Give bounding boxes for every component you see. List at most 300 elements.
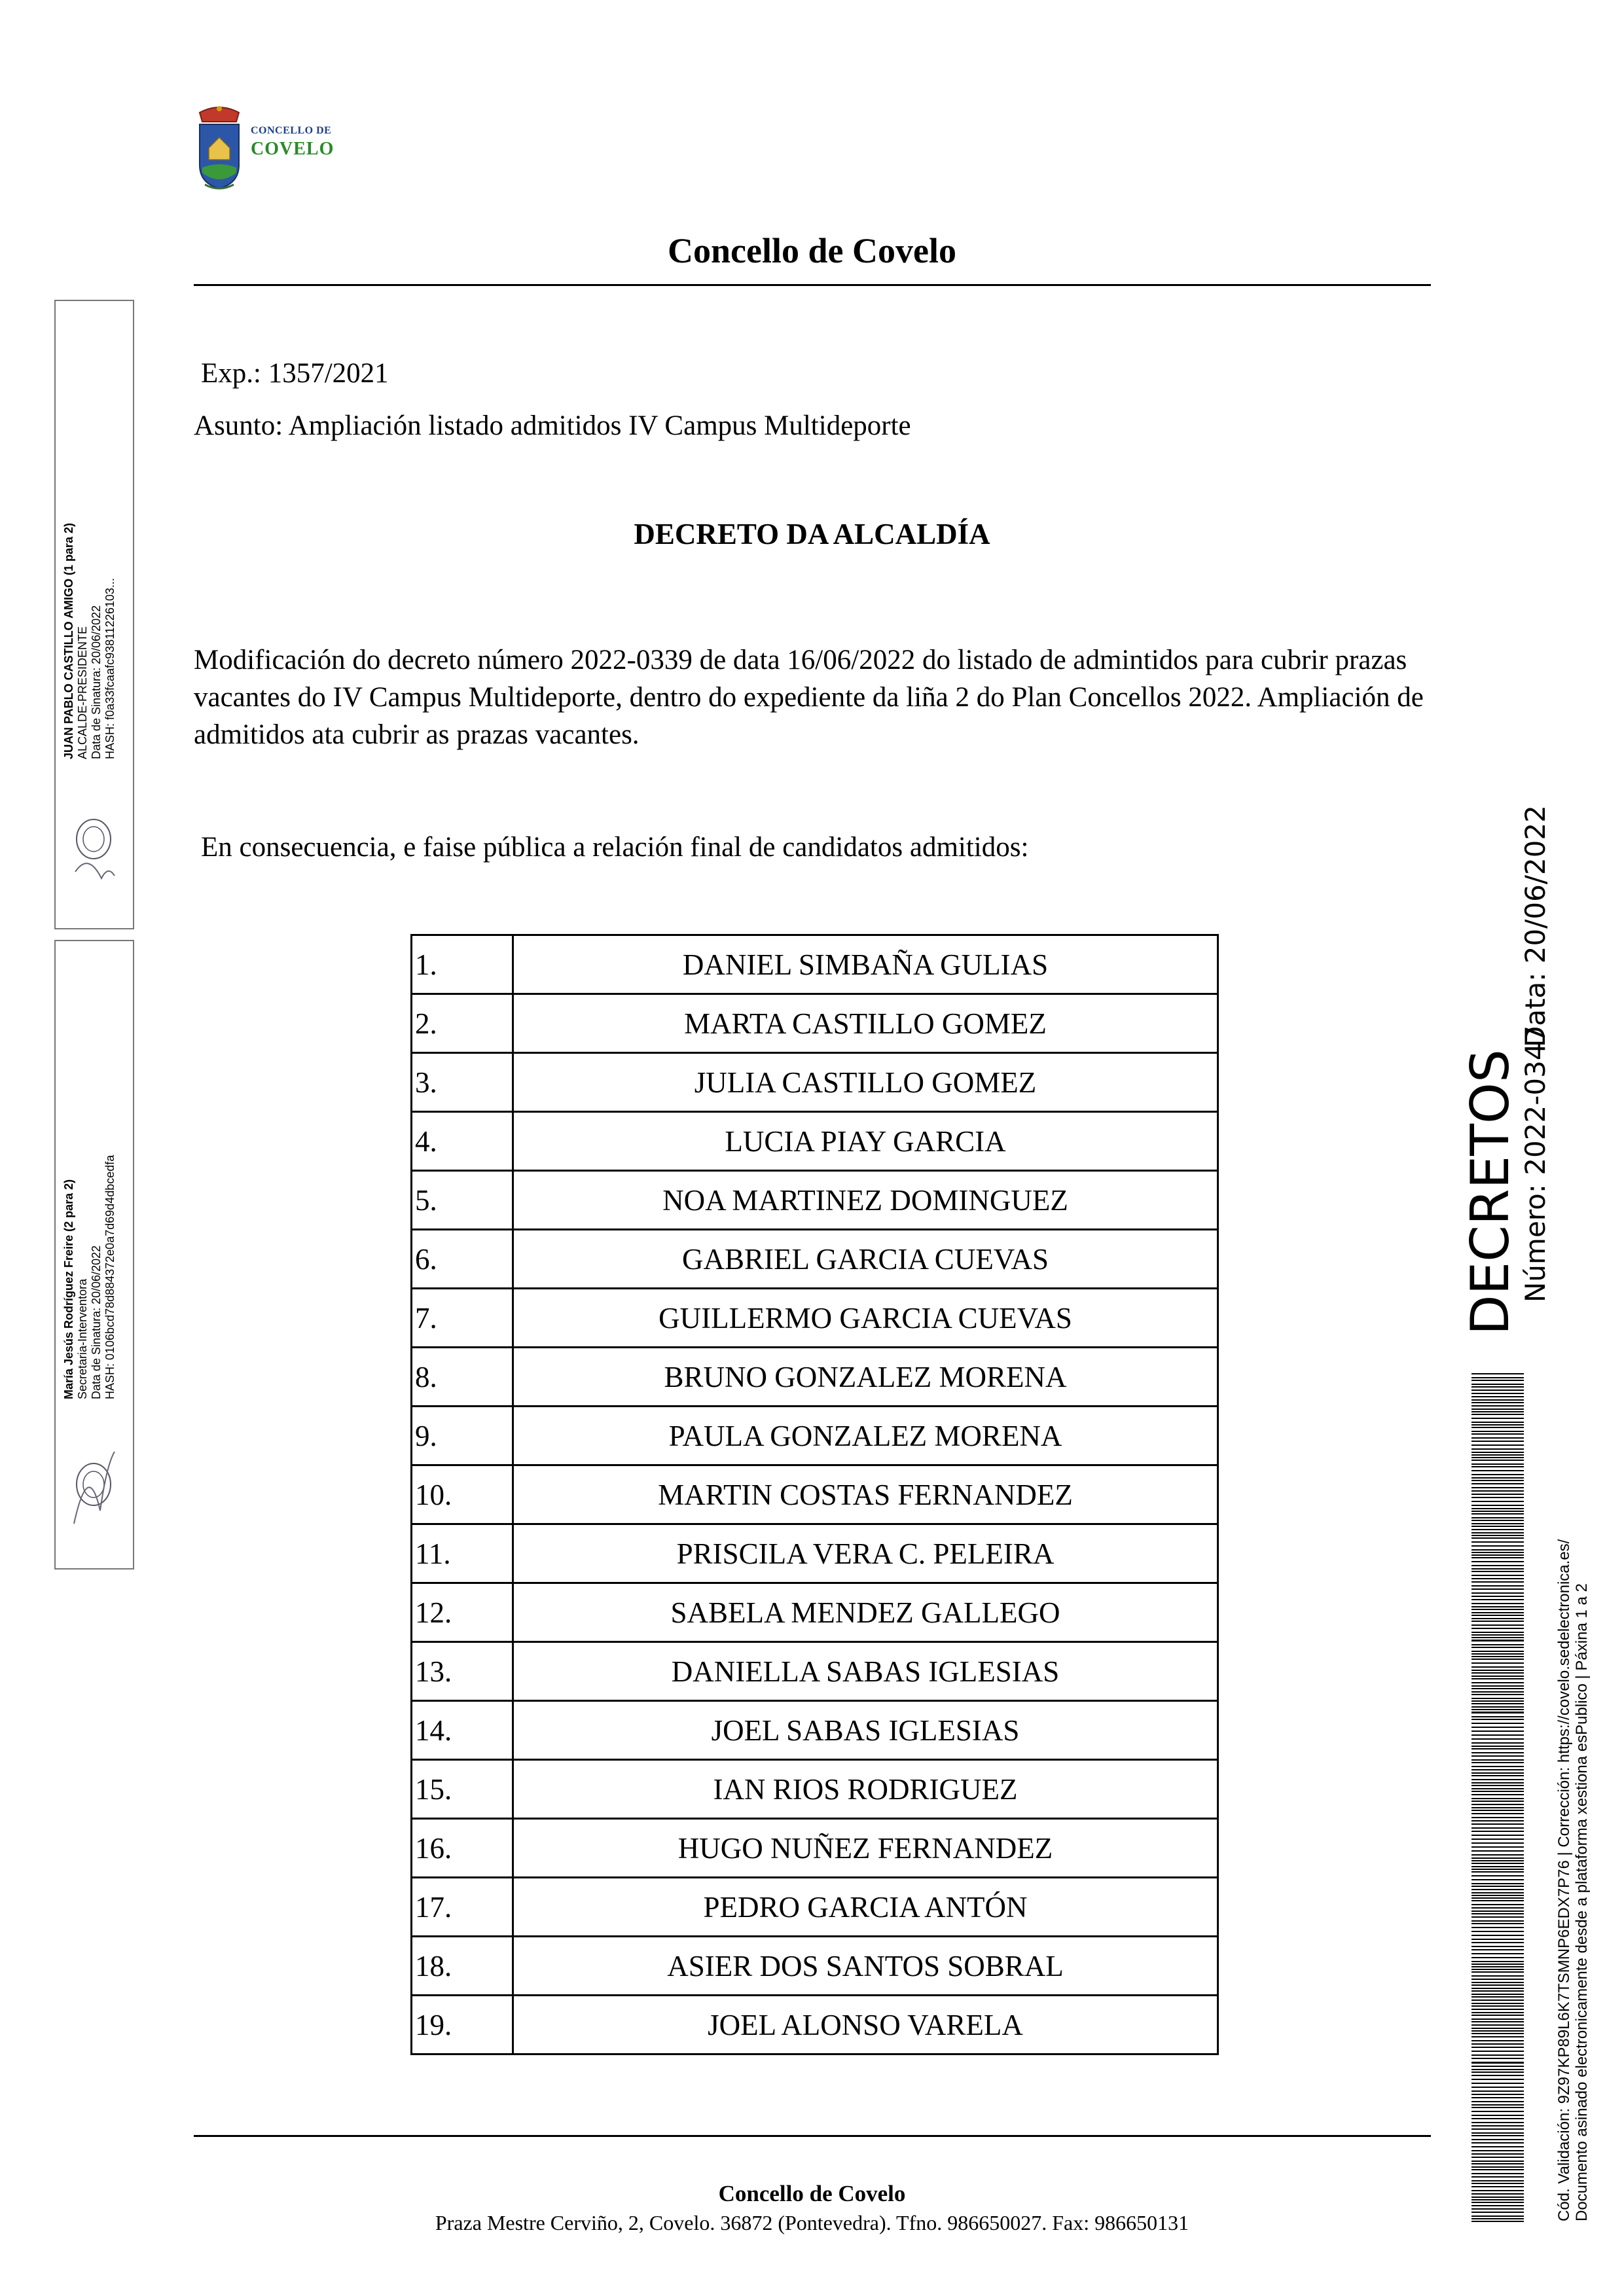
barcode-bar [1471, 1549, 1524, 1551]
barcode-bar [1471, 1526, 1524, 1527]
barcode-bar [1471, 1672, 1524, 1674]
signature-hash: HASH: f0a33fcaafc93811226103... [103, 578, 117, 759]
barcode-bar [1471, 2193, 1524, 2195]
barcode-bar [1471, 2115, 1524, 2116]
barcode-bar [1471, 1996, 1524, 1998]
barcode-bar [1471, 1431, 1524, 1432]
barcode-bar [1471, 1923, 1524, 1924]
barcode-bar [1471, 2161, 1524, 2162]
candidate-number: 4. [412, 1112, 513, 1171]
barcode-bar [1471, 1592, 1524, 1594]
table-row [412, 1819, 1218, 1878]
candidate-name: PRISCILA VERA C. PELEIRA [513, 1524, 1218, 1583]
decree-paragraph: Modificación do decreto número 2022-0339 de data 16/06/2022 do listado de admintidos para cubrir prazas vacantes do IV Campus Multideporte, dentro do expediente da liña 2 do Plan Concellos 2022. Ampliación de admitidos ata cubrir as prazas vacantes. [194, 645, 1424, 750]
barcode-bar [1471, 2153, 1524, 2155]
barcode-bar [1471, 1863, 1524, 1864]
barcode-bar [1471, 1676, 1524, 1677]
barcode-bar [1471, 1529, 1524, 1530]
barcode-bar [1471, 2054, 1524, 2056]
barcode-bar [1471, 1612, 1524, 1613]
logo-line1: CONCELLO DE [251, 125, 332, 136]
barcode-bar [1471, 1820, 1524, 1821]
barcode-bar [1471, 1454, 1524, 1456]
barcode-bar [1471, 2075, 1524, 2076]
barcode-bar [1471, 1857, 1524, 1859]
barcode-bar [1471, 2139, 1524, 2140]
barcode-bar [1471, 1700, 1524, 1702]
barcode-bar [1471, 1487, 1524, 1488]
side-decree-number: Número: 2022-0347 [1519, 1025, 1551, 1302]
table-row [412, 1053, 1218, 1112]
logo-text [251, 126, 334, 158]
barcode-bar [1471, 1532, 1524, 1534]
barcode-bar [1471, 1869, 1524, 1870]
barcode-bar [1471, 1571, 1524, 1572]
barcode-bar [1471, 1609, 1524, 1610]
candidate-name: JOEL SABAS IGLESIAS [513, 1701, 1218, 1760]
barcode-bar [1471, 1846, 1524, 1848]
barcode-bar [1471, 1775, 1524, 1776]
barcode-bar [1471, 1910, 1524, 1912]
barcode-bar [1471, 1405, 1524, 1407]
footer-divider [194, 2135, 1431, 2137]
candidate-number: 19. [412, 1996, 513, 2054]
signature-text-secretary [62, 1155, 117, 1399]
barcode-bar [1471, 2101, 1524, 2102]
barcode-bar [1471, 1850, 1524, 1852]
barcode-bar [1471, 2015, 1524, 2016]
barcode-bar [1471, 2021, 1524, 2022]
barcode-bar [1471, 1452, 1524, 1453]
barcode-bar [1471, 1444, 1524, 1446]
barcode-bar [1471, 1807, 1524, 1808]
barcode-bar [1471, 2173, 1524, 2174]
barcode-bar [1471, 2218, 1524, 2219]
barcode-bar [1471, 1823, 1524, 1825]
barcode-bar [1471, 1842, 1524, 1844]
barcode-bar [1471, 1606, 1524, 1607]
barcode-bar [1471, 1437, 1524, 1439]
barcode-bar [1471, 1588, 1524, 1590]
barcode-bar [1471, 1685, 1524, 1687]
table-row [412, 935, 1218, 994]
barcode-bar [1471, 1698, 1524, 1699]
candidate-number: 7. [412, 1289, 513, 1348]
barcode-bar [1471, 1835, 1524, 1836]
table-row [412, 994, 1218, 1053]
barcode-bar [1471, 2180, 1524, 2181]
barcode-bar [1471, 1969, 1524, 1970]
barcode-bar [1471, 1666, 1524, 1668]
barcode-bar [1471, 1396, 1524, 1397]
table-row [412, 1230, 1218, 1289]
side-decree-date: Data: 20/06/2022 [1519, 805, 1551, 1047]
barcode-bar [1471, 1748, 1524, 1749]
candidate-number: 18. [412, 1937, 513, 1996]
barcode-bar [1471, 1634, 1524, 1636]
header-divider [194, 284, 1431, 286]
barcode-bar [1471, 1653, 1524, 1655]
barcode-bar [1471, 2202, 1524, 2203]
candidates-table [410, 934, 1219, 2055]
barcode-bar [1471, 1827, 1524, 1829]
barcode-bar [1471, 1779, 1524, 1780]
barcode-bar [1471, 1511, 1524, 1512]
barcode-bar [1471, 2197, 1524, 2198]
barcode-bar [1471, 1380, 1524, 1381]
barcode-bar [1471, 1895, 1524, 1896]
barcode-bar [1471, 1990, 1524, 1992]
barcode-bar [1471, 1794, 1524, 1795]
barcode-bar [1471, 1497, 1524, 1498]
barcode-bar [1471, 1831, 1524, 1832]
barcode-bar [1471, 2190, 1524, 2191]
barcode-bar [1471, 1916, 1524, 1918]
barcode-bar [1471, 2087, 1524, 2088]
table-row [412, 1289, 1218, 1348]
barcode-bar [1471, 1731, 1524, 1732]
table-row [412, 1642, 1218, 1701]
candidate-number: 2. [412, 994, 513, 1053]
barcode-bar [1471, 1578, 1524, 1579]
barcode-bar [1471, 2166, 1524, 2168]
barcode-bar [1471, 2104, 1524, 2106]
signer-role: ALCALDE-PRESIDENTE [76, 626, 89, 759]
candidate-number: 8. [412, 1348, 513, 1407]
barcode-bar [1471, 2047, 1524, 2048]
barcode-bar [1471, 2058, 1524, 2059]
barcode-bar [1471, 2024, 1524, 2026]
candidate-name: PEDRO GARCIA ANTÓN [513, 1878, 1218, 1937]
validation-line2: Documento asinado electronicamente desde a plataforma xestiona esPublico | Páxina 1 a 2 [1573, 1583, 1591, 2221]
signer-role: Secretaria-Interventora [76, 1278, 89, 1399]
barcode-bar [1471, 1537, 1524, 1539]
table-row [412, 1465, 1218, 1524]
barcode-bar [1471, 1854, 1524, 1856]
barcode-bar [1471, 1628, 1524, 1629]
barcode-bar [1471, 1470, 1524, 1471]
barcode-bar [1471, 1879, 1524, 1880]
table-row [412, 1878, 1218, 1937]
barcode-bar [1471, 1427, 1524, 1428]
barcode-bar [1471, 1860, 1524, 1861]
barcode-bar [1471, 1762, 1524, 1763]
barcode-bar [1471, 2157, 1524, 2158]
candidate-number: 16. [412, 1819, 513, 1878]
barcode-bar [1471, 1408, 1524, 1410]
barcode-bar [1471, 1390, 1524, 1391]
barcode-bar [1471, 1565, 1524, 1566]
barcode-bar [1471, 1709, 1524, 1710]
barcode-bar [1471, 1575, 1524, 1576]
barcode-bar [1471, 1545, 1524, 1547]
barcode-bar [1471, 2122, 1524, 2123]
barcode-bar [1471, 1678, 1524, 1679]
barcode-bar [1471, 1494, 1524, 1495]
barcode-bar [1471, 2018, 1524, 2020]
barcode-bar [1471, 2083, 1524, 2084]
barcode-bar [1471, 2005, 1524, 2007]
barcode-bar [1471, 2135, 1524, 2136]
seal-icon [69, 813, 118, 886]
barcode-bar [1471, 1897, 1524, 1899]
barcode-bar [1471, 1508, 1524, 1509]
candidate-number: 12. [412, 1583, 513, 1642]
expedient-number: Exp.: 1357/2021 [201, 358, 389, 389]
candidate-number: 11. [412, 1524, 513, 1583]
barcode-bar [1471, 2163, 1524, 2164]
barcode-bar [1471, 1505, 1524, 1506]
barcode-bar [1471, 2094, 1524, 2095]
barcode-bar [1471, 1603, 1524, 1604]
barcode-bar [1471, 1742, 1524, 1744]
barcode-bar [1471, 1883, 1524, 1884]
barcode-bar [1471, 1581, 1524, 1583]
signature-hash: HASH: 0106bcd78d884372e0a7d69d4dbcedfa [103, 1155, 117, 1399]
barcode-bar [1471, 1817, 1524, 1818]
barcode-bar [1471, 1422, 1524, 1423]
barcode-bar [1471, 1939, 1524, 1940]
barcode-bar [1471, 1624, 1524, 1626]
table-row [412, 1583, 1218, 1642]
barcode-bar [1471, 1414, 1524, 1415]
barcode-bar [1471, 1982, 1524, 1983]
barcode-bar [1471, 1517, 1524, 1518]
barcode-bar [1471, 2215, 1524, 2217]
barcode-bar [1471, 1424, 1524, 1426]
barcode-bar [1471, 1457, 1524, 1458]
barcode-bar [1471, 1957, 1524, 1958]
decree-title: DECRETO DA ALCALDÍA [634, 518, 990, 550]
barcode-bar [1471, 1975, 1524, 1977]
barcode-bar [1471, 1599, 1524, 1600]
signature-box-mayor [54, 300, 134, 929]
seal-icon [69, 1439, 118, 1530]
barcode-bar [1471, 1866, 1524, 1867]
barcode-bar [1471, 1920, 1524, 1922]
barcode-bar [1471, 1596, 1524, 1597]
barcode-bar [1471, 1979, 1524, 1980]
candidate-name: JOEL ALONSO VARELA [513, 1996, 1218, 2054]
barcode-bar [1471, 1386, 1524, 1388]
barcode-bar [1471, 2079, 1524, 2080]
subject-line: Asunto: Ampliación listado admitidos IV Campus Multideporte [194, 410, 911, 441]
barcode-bar [1471, 1791, 1524, 1792]
table-row [412, 1171, 1218, 1230]
candidate-name: PAULA GONZALEZ MORENA [513, 1407, 1218, 1465]
candidate-name: ASIER DOS SANTOS SOBRAL [513, 1937, 1218, 1996]
barcode-bar [1471, 1913, 1524, 1914]
barcode-bar [1471, 1738, 1524, 1740]
barcode-bar [1471, 1889, 1524, 1890]
barcode-bar [1471, 1480, 1524, 1481]
barcode-bar [1471, 1463, 1524, 1465]
barcode-bar [1471, 1637, 1524, 1638]
signer-name: JUAN PABLO CASTILLO AMIGO (1 para 2) [62, 522, 75, 759]
barcode-bar [1471, 1766, 1524, 1767]
barcode-bar [1471, 1942, 1524, 1943]
barcode-bar [1471, 1418, 1524, 1419]
barcode-bar [1471, 1399, 1524, 1401]
candidate-name: NOA MARTINEZ DOMINGUEZ [513, 1171, 1218, 1230]
candidate-name: DANIEL SIMBAÑA GULIAS [513, 935, 1218, 994]
barcode-bar [1471, 1772, 1524, 1774]
table-row [412, 1407, 1218, 1465]
barcode-bar [1471, 1769, 1524, 1770]
barcode-bar [1471, 1964, 1524, 1965]
barcode-bar [1471, 1752, 1524, 1753]
barcode-bar [1471, 1662, 1524, 1664]
barcode-bar [1471, 1727, 1524, 1728]
barcode-bar [1471, 1384, 1524, 1385]
barcode-bar [1471, 1875, 1524, 1876]
barcode-bar [1471, 1433, 1524, 1435]
candidate-name: SABELA MENDEZ GALLEGO [513, 1583, 1218, 1642]
barcode-bar [1471, 2125, 1524, 2126]
barcode-bar [1471, 1682, 1524, 1683]
barcode-bar [1471, 1585, 1524, 1587]
barcode-bar [1471, 1568, 1524, 1570]
candidate-name: MARTIN COSTAS FERNANDEZ [513, 1465, 1218, 1524]
barcode-bar [1471, 2043, 1524, 2045]
barcode-bar [1471, 1804, 1524, 1805]
barcode-bar [1471, 1688, 1524, 1689]
barcode-bar [1471, 1448, 1524, 1450]
barcode-bar [1471, 1474, 1524, 1475]
barcode-bar [1471, 2028, 1524, 2029]
barcode-bar [1471, 2128, 1524, 2130]
barcode-bar [1471, 2040, 1524, 2041]
barcode-bar [1471, 1798, 1524, 1799]
barcode-bar [1471, 1615, 1524, 1616]
barcode-bar [1471, 1561, 1524, 1562]
barcode-bar [1471, 1632, 1524, 1633]
barcode-bar [1471, 1801, 1524, 1802]
signature-box-secretary [54, 940, 134, 1570]
barcode-bar [1471, 2205, 1524, 2206]
barcode-bar [1471, 2208, 1524, 2210]
barcode-bar [1471, 1703, 1524, 1704]
candidate-number: 15. [412, 1760, 513, 1819]
table-row [412, 1937, 1218, 1996]
table-row [412, 1701, 1218, 1760]
barcode-bar [1471, 1871, 1524, 1873]
candidate-number: 6. [412, 1230, 513, 1289]
barcode-bar [1471, 2142, 1524, 2144]
barcode-bar [1471, 1483, 1524, 1484]
barcode-bar [1471, 1501, 1524, 1502]
page-header-title: Concello de Covelo [668, 231, 956, 270]
barcode-bar [1471, 1691, 1524, 1693]
candidate-number: 3. [412, 1053, 513, 1112]
barcode-bar [1471, 1523, 1524, 1524]
barcode-bar [1471, 2069, 1524, 2070]
barcode-bar [1471, 1839, 1524, 1840]
barcode-bar [1471, 1477, 1524, 1479]
barcode-bar [1471, 2107, 1524, 2108]
barcode-bar [1471, 1656, 1524, 1657]
barcode-bar [1471, 1759, 1524, 1761]
coat-of-arms-icon [193, 105, 245, 193]
barcode-bar [1471, 1927, 1524, 1928]
logo-line2: COVELO [251, 139, 334, 159]
candidate-number: 14. [412, 1701, 513, 1760]
barcode-icon [1471, 1373, 1524, 2223]
barcode-bar [1471, 2036, 1524, 2037]
footer-title: Concello de Covelo [718, 2181, 906, 2206]
barcode-bar [1471, 2030, 1524, 2032]
barcode-bar [1471, 2111, 1524, 2112]
signer-name: María Jesús Rodríguez Freire (2 para 2) [62, 1179, 75, 1399]
barcode-bar [1471, 1520, 1524, 1521]
signature-text-mayor [62, 523, 117, 759]
barcode-bar [1471, 1961, 1524, 1962]
barcode-bar [1471, 1460, 1524, 1461]
barcode-bar [1471, 2066, 1524, 2067]
barcode-bar [1471, 2062, 1524, 2064]
footer-address: Praza Mestre Cerviño, 2, Covelo. 36872 (Pontevedra). Tfno. 986650027. Fax: 986650131 [435, 2211, 1189, 2234]
barcode-bar [1471, 1900, 1524, 1901]
table-row [412, 1112, 1218, 1171]
barcode-bar [1471, 1618, 1524, 1619]
barcode-bar [1471, 2221, 1524, 2222]
barcode-bar [1471, 1706, 1524, 1708]
barcode-bar [1471, 1466, 1524, 1467]
barcode-bar [1471, 2199, 1524, 2200]
barcode-bar [1471, 1647, 1524, 1648]
barcode-bar [1471, 2009, 1524, 2010]
barcode-bar [1471, 1644, 1524, 1645]
barcode-bar [1471, 1953, 1524, 1954]
candidate-name: JULIA CASTILLO GOMEZ [513, 1053, 1218, 1112]
candidate-name: GABRIEL GARCIA CUEVAS [513, 1230, 1218, 1289]
barcode-bar [1471, 1810, 1524, 1811]
validation-text [1555, 1539, 1591, 2221]
candidate-number: 10. [412, 1465, 513, 1524]
barcode-bar [1471, 1535, 1524, 1536]
barcode-bar [1471, 1988, 1524, 1989]
consequence-line: En consecuencia, e faise pública a relación final de candidatos admitidos: [201, 832, 1029, 863]
barcode-bar [1471, 1907, 1524, 1909]
barcode-bar [1471, 2072, 1524, 2073]
barcode-bar [1471, 1640, 1524, 1641]
barcode-bar [1471, 2090, 1524, 2092]
barcode-bar [1471, 1949, 1524, 1950]
barcode-bar [1471, 1931, 1524, 1932]
side-label-decretos: DECRETOS [1460, 1049, 1521, 1335]
barcode-bar [1471, 2176, 1524, 2178]
barcode-bar [1471, 2097, 1524, 2098]
candidate-number: 17. [412, 1878, 513, 1937]
barcode-bar [1471, 1785, 1524, 1786]
barcode-bar [1471, 1373, 1524, 1374]
candidate-name: GUILLERMO GARCIA CUEVAS [513, 1289, 1218, 1348]
candidate-name: DANIELLA SABAS IGLESIAS [513, 1642, 1218, 1701]
barcode-bar [1471, 1788, 1524, 1789]
validation-line1: Cód. Validación: 9Z97KP89L6K7TSMNP6EDX7P76 | Corrección: https://covelo.sedelectronica.es/ [1555, 1539, 1573, 2221]
barcode-bar [1471, 1441, 1524, 1442]
barcode-bar [1471, 1984, 1524, 1986]
barcode-bar [1471, 1904, 1524, 1905]
barcode-bar [1471, 1411, 1524, 1412]
barcode-bar [1471, 1393, 1524, 1394]
barcode-bar [1471, 2146, 1524, 2147]
barcode-bar [1471, 2169, 1524, 2170]
barcode-bar [1471, 1813, 1524, 1814]
barcode-bar [1471, 1994, 1524, 1995]
barcode-bar [1471, 2003, 1524, 2004]
barcode-bar [1471, 1621, 1524, 1622]
